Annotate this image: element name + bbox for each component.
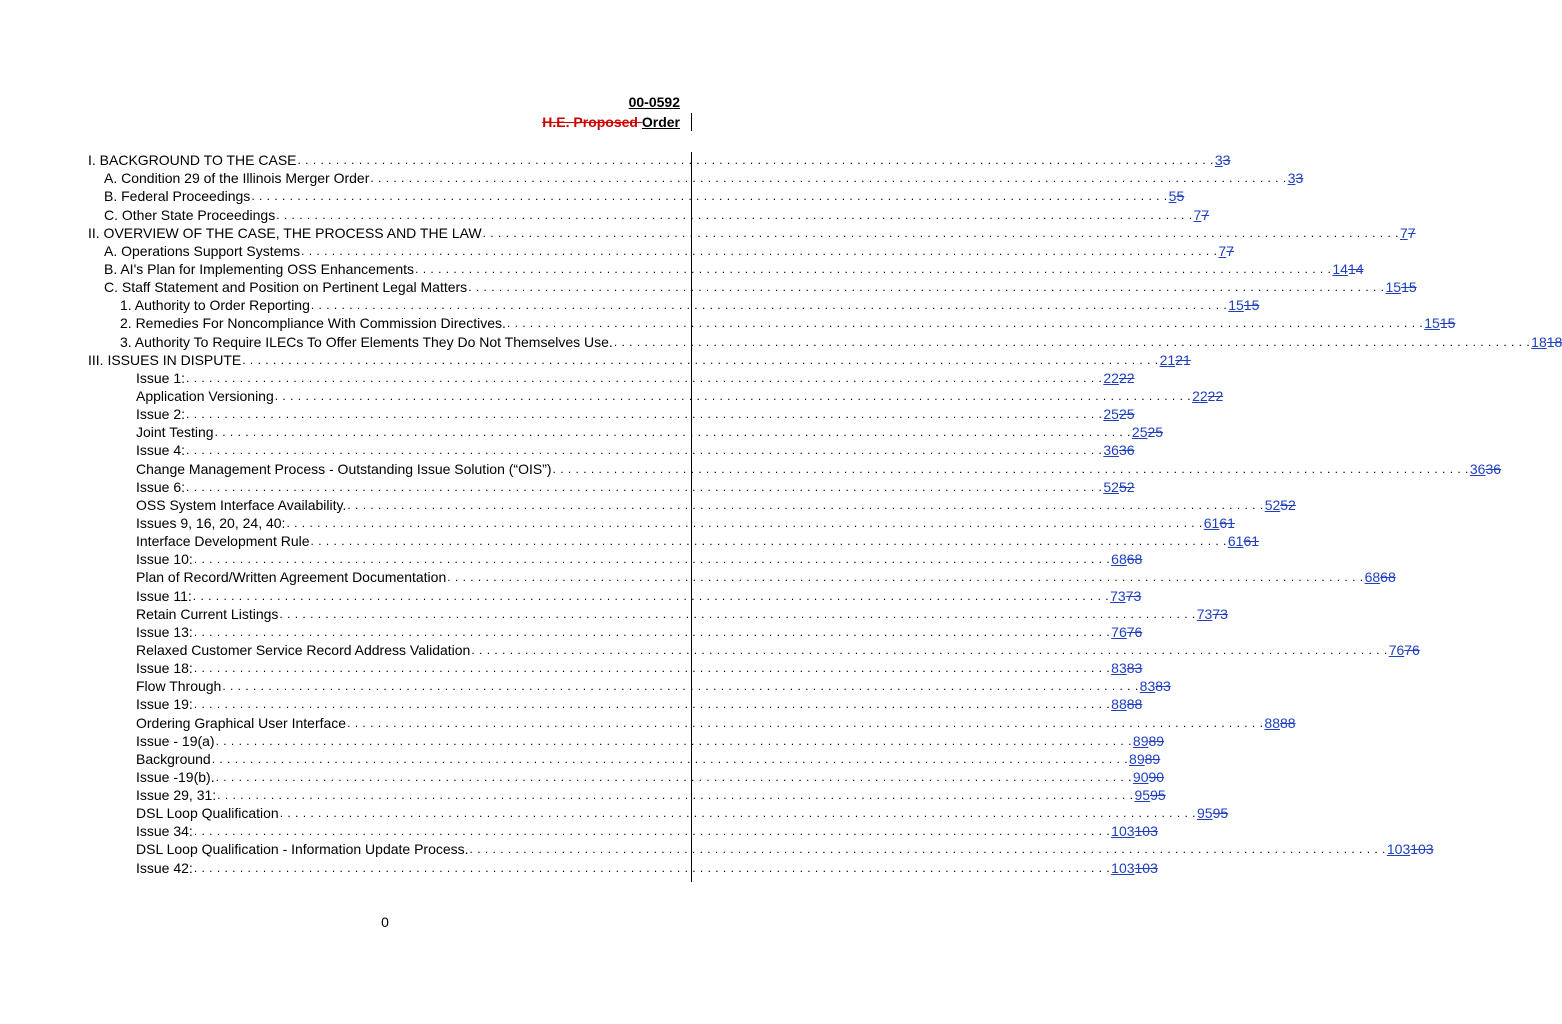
toc-page-reference[interactable] xyxy=(1215,151,1231,169)
toc-entry-title[interactable]: Issues 9, 16, 20, 24, 40: xyxy=(136,514,286,531)
dot-leader: . . . . . . . . . . . . . . . . . . . . . . . . . . . . . . . . . . . . . . . . . . . . . . . . . . . . . . . . . . . . . . . . . . . . . . . . . . . . . . . . . . . . . . . . . . . . . . . . . . . . . . . . . . . . . . . . . . . . . . . . xyxy=(193,824,1111,839)
toc-entry-title[interactable]: Interface Development Rule xyxy=(136,533,310,550)
toc-entry-title[interactable]: Issue 42: xyxy=(136,859,193,876)
toc-entry-title[interactable]: Retain Current Listings xyxy=(136,605,279,622)
toc-entry-title[interactable]: DSL Loop Qualification xyxy=(136,805,279,822)
toc-entry-title[interactable]: Plan of Record/Written Agreement Documentation xyxy=(136,569,447,586)
toc-entry[interactable] xyxy=(88,169,1304,187)
toc-entry-title[interactable]: A. Condition 29 of the Illinois Merger Order xyxy=(104,170,370,187)
dot-leader: . . . . . . . . . . . . . . . . . . . . . . . . . . . . . . . . . . . . . . . . . . . . . . . . . . . . . . . . . . . . . . . . . . . . . . . . . . . . . . . . . . . . . . . . . . . . . . . . . . . . . . . . . . . . . . . . . . . . . . . . xyxy=(186,407,1103,422)
inserted-page-number[interactable]: 36 xyxy=(1103,442,1119,459)
toc-entry[interactable] xyxy=(88,623,1143,641)
toc-entry[interactable] xyxy=(88,677,1171,695)
toc-page-reference[interactable] xyxy=(1197,804,1228,822)
toc-page-reference[interactable] xyxy=(1531,333,1562,351)
toc-entry[interactable] xyxy=(88,187,1185,205)
deleted-page-number: 14 xyxy=(1347,260,1364,277)
deleted-page-number: 76 xyxy=(1404,641,1420,658)
toc-entry[interactable] xyxy=(88,478,1135,496)
toc-entry[interactable] xyxy=(88,586,1142,604)
toc-entry-title[interactable]: Relaxed Customer Service Record Address Validation xyxy=(136,641,471,658)
deleted-page-number: 73 xyxy=(1212,605,1228,622)
dot-leader: . . . . . . . . . . . . . . . . . . . . . . . . . . . . . . . . . . . . . . . . . . . . . . . . . . . . . . . . . . . . . . . . . . . . . . . . . . . . . . . . . . . . . . . . . . . . . . . . . . . . . . . . . . . . . . . . . . . . . . . . xyxy=(370,171,1287,186)
deleted-page-number: 18 xyxy=(1546,333,1562,350)
toc-entry[interactable] xyxy=(88,332,1562,350)
toc-entry[interactable] xyxy=(88,641,1420,659)
toc-entry[interactable] xyxy=(88,514,1235,532)
toc-entry[interactable] xyxy=(88,858,1158,876)
deleted-page-number: 61 xyxy=(1243,533,1260,550)
dot-leader: . . . . . . . . . . . . . . . . . . . . . . . . . . . . . . . . . . . . . . . . . . . . . . . . . . . . . . . . . . . . . . . . . . . . . . . . . . . . . . . . . . . . . . . . . . . . . . . . . . . . . . . . . . . . . . . . . . . . . . . . xyxy=(222,679,1139,694)
deleted-page-number: 73 xyxy=(1125,587,1142,604)
toc-entry[interactable] xyxy=(88,732,1165,750)
dot-leader: . . . . . . . . . . . . . . . . . . . . . . . . . . . . . . . . . . . . . . . . . . . . . . . . . . . . . . . . . . . . . . . . . . . . . . . . . . . . . . . . . . . . . . . . . . . . . . . . . . . . . . . . . . . . . . . . . . . . . . . . xyxy=(469,842,1386,857)
dot-leader: . . . . . . . . . . . . . . . . . . . . . . . . . . . . . . . . . . . . . . . . . . . . . . . . . . . . . . . . . . . . . . . . . . . . . . . . . . . . . . . . . . . . . . . . . . . . . . . . . . . . . . . . . . . . . . . . . . . . . . . . xyxy=(310,534,1227,549)
toc-entry-title[interactable]: DSL Loop Qualification - Information Update Process. xyxy=(136,841,469,858)
toc-entry[interactable] xyxy=(88,205,1210,223)
toc-page-reference[interactable] xyxy=(1133,768,1164,786)
deleted-page-number: 68 xyxy=(1380,569,1396,586)
inserted-page-number[interactable]: 90 xyxy=(1132,768,1149,785)
toc-entry[interactable] xyxy=(88,496,1296,514)
deleted-page-number: 88 xyxy=(1280,714,1296,731)
inserted-page-number[interactable]: 68 xyxy=(1111,551,1127,568)
inserted-page-number[interactable]: 73 xyxy=(1196,605,1213,622)
toc-page-reference[interactable] xyxy=(1218,242,1234,260)
inserted-page-number[interactable]: 95 xyxy=(1134,787,1151,804)
inserted-page-number[interactable]: 52 xyxy=(1264,496,1281,513)
table-of-contents xyxy=(88,151,1562,877)
inserted-page-number[interactable]: 5 xyxy=(1168,188,1177,205)
dot-leader: . . . . . . . . . . . . . . . . . . . . . . . . . . . . . . . . . . . . . . . . . . . . . . . . . . . . . . . . . . . . . . . . . . . . . . . . . . . . . . . . . . . . . . . . . . . . . . . . . . . . . . . . . . . . . . . . . . . . . . . . xyxy=(193,661,1111,676)
inserted-page-number[interactable]: 7 xyxy=(1193,206,1202,223)
toc-entry[interactable] xyxy=(88,550,1143,568)
inserted-page-number[interactable]: 15 xyxy=(1385,279,1402,296)
toc-entry[interactable] xyxy=(88,387,1224,405)
toc-page-reference[interactable] xyxy=(1135,786,1166,804)
toc-page-reference[interactable] xyxy=(1103,405,1134,423)
deleted-page-number: 22 xyxy=(1118,369,1135,386)
inserted-page-number[interactable]: 15 xyxy=(1424,315,1440,332)
deleted-page-number: 103 xyxy=(1410,841,1434,858)
toc-page-reference[interactable] xyxy=(1133,732,1164,750)
toc-page-reference[interactable] xyxy=(1111,859,1158,877)
toc-entry-title[interactable]: Issue 4: xyxy=(136,442,186,459)
deleted-page-number: 7 xyxy=(1201,206,1210,223)
inserted-page-number[interactable]: 18 xyxy=(1531,333,1547,350)
dot-leader: . . . . . . . . . . . . . . . . . . . . . . . . . . . . . . . . . . . . . . . . . . . . . . . . . . . . . . . . . . . . . . . . . . . . . . . . . . . . . . . . . . . . . . . . . . . . . . . . . . . . . . . . . . . . . . . . . . . . . . . . xyxy=(217,788,1134,803)
dot-leader: . . . . . . . . . . . . . . . . . . . . . . . . . . . . . . . . . . . . . . . . . . . . . . . . . . . . . . . . . . . . . . . . . . . . . . . . . . . . . . . . . . . . . . . . . . . . . . . . . . . . . . . . . . . . . . . . . . . . . . . . xyxy=(192,588,1110,603)
dot-leader: . . . . . . . . . . . . . . . . . . . . . . . . . . . . . . . . . . . . . . . . . . . . . . . . . . . . . . . . . . . . . . . . . . . . . . . . . . . . . . . . . . . . . . . . . . . . . . . . . . . . . . . . . . . . . . . . . . . . . . . . xyxy=(215,733,1132,748)
dot-leader: . . . . . . . . . . . . . . . . . . . . . . . . . . . . . . . . . . . . . . . . . . . . . . . . . . . . . . . . . . . . . . . . . . . . . . . . . . . . . . . . . . . . . . . . . . . . . . . . . . . . . . . . . . . . . . . . . . . . . . . . xyxy=(301,243,1218,258)
deleted-page-number: 7 xyxy=(1226,242,1235,259)
dot-leader: . . . . . . . . . . . . . . . . . . . . . . . . . . . . . . . . . . . . . . . . . . . . . . . . . . . . . . . . . . . . . . . . . . . . . . . . . . . . . . . . . . . . . . . . . . . . . . . . . . . . . . . . . . . . . . . . . . . . . . . . xyxy=(279,806,1197,821)
dot-leader: . . . . . . . . . . . . . . . . . . . . . . . . . . . . . . . . . . . . . . . . . . . . . . . . . . . . . . . . . . . . . . . . . . . . . . . . . . . . . . . . . . . . . . . . . . . . . . . . . . . . . . . . . . . . . . . . . . . . . . . . xyxy=(211,751,1129,766)
toc-entry-title[interactable]: Ordering Graphical User Interface xyxy=(136,714,347,731)
toc-page-reference[interactable] xyxy=(1228,532,1259,550)
toc-page-reference[interactable] xyxy=(1228,296,1259,314)
toc-entry-title[interactable]: Issue 19: xyxy=(136,696,193,713)
toc-entry-title[interactable]: C. Staff Statement and Position on Pertinent Legal Matters xyxy=(104,279,468,296)
inserted-page-number[interactable]: 103 xyxy=(1111,859,1135,876)
toc-entry[interactable] xyxy=(88,224,1416,242)
toc-page-reference[interactable] xyxy=(1332,260,1363,278)
toc-page-reference[interactable] xyxy=(1160,351,1191,369)
inserted-page-number[interactable]: 103 xyxy=(1111,823,1135,840)
toc-entry-title[interactable]: Application Versioning xyxy=(136,387,274,404)
deleted-page-number: 3 xyxy=(1222,152,1231,169)
deleted-page-number: 95 xyxy=(1150,787,1166,804)
toc-entry-title[interactable]: Issue 2: xyxy=(136,406,186,423)
inserted-page-number[interactable]: 7 xyxy=(1399,224,1408,241)
deleted-page-number: 22 xyxy=(1207,387,1224,404)
dot-leader: . . . . . . . . . . . . . . . . . . . . . . . . . . . . . . . . . . . . . . . . . . . . . . . . . . . . . . . . . . . . . . . . . . . . . . . . . . . . . . . . . . . . . . . . . . . . . . . . . . . . . . . . . . . . . . . . . . . . . . . . xyxy=(274,388,1192,403)
toc-entry[interactable] xyxy=(88,296,1260,314)
dot-leader: . . . . . . . . . . . . . . . . . . . . . . . . . . . . . . . . . . . . . . . . . . . . . . . . . . . . . . . . . . . . . . . . . . . . . . . . . . . . . . . . . . . . . . . . . . . . . . . . . . . . . . . . . . . . . . . . . . . . . . . . xyxy=(447,570,1364,585)
toc-page-reference[interactable] xyxy=(1103,369,1134,387)
toc-entry-title[interactable]: B. Federal Proceedings xyxy=(104,188,251,205)
inserted-page-number[interactable]: 88 xyxy=(1111,696,1127,713)
toc-page-reference[interactable] xyxy=(1103,441,1134,459)
inserted-page-number[interactable]: 52 xyxy=(1103,478,1119,495)
toc-entry-title[interactable]: Issue 13: xyxy=(136,623,193,640)
inserted-page-number[interactable]: 7 xyxy=(1218,242,1227,259)
document-number: 00-0592 xyxy=(628,94,680,110)
deleted-page-number: 90 xyxy=(1148,768,1165,785)
inserted-page-number[interactable]: 103 xyxy=(1386,841,1411,858)
toc-page-reference[interactable] xyxy=(1111,659,1142,677)
toc-entry-title[interactable]: III. ISSUES IN DISPUTE xyxy=(88,351,242,368)
inserted-page-number[interactable]: 61 xyxy=(1203,514,1220,531)
toc-entry[interactable] xyxy=(88,786,1166,804)
toc-page-reference[interactable] xyxy=(1288,169,1304,187)
deleted-page-number: 25 xyxy=(1118,406,1135,423)
inserted-page-number[interactable]: 36 xyxy=(1469,460,1486,477)
inserted-page-number[interactable]: 21 xyxy=(1159,351,1176,368)
toc-page-reference[interactable] xyxy=(1169,187,1185,205)
dot-leader: . . . . . . . . . . . . . . . . . . . . . . . . . . . . . . . . . . . . . . . . . . . . . . . . . . . . . . . . . . . . . . . . . . . . . . . . . . . . . . . . . . . . . . . . . . . . . . . . . . . . . . . . . . . . . . . . . . . . . . . . xyxy=(613,334,1531,349)
toc-entry-title[interactable]: Issue 10: xyxy=(136,551,193,568)
inserted-page-number[interactable]: 88 xyxy=(1264,714,1280,731)
toc-page-reference[interactable] xyxy=(1111,623,1142,641)
inserted-page-number[interactable]: 3 xyxy=(1287,170,1296,187)
toc-entry-title[interactable]: Issue 34: xyxy=(136,823,193,840)
toc-entry[interactable] xyxy=(88,423,1164,441)
inserted-page-number[interactable]: 14 xyxy=(1332,260,1348,277)
deleted-page-number: 5 xyxy=(1176,188,1185,205)
deleted-page-number: 3 xyxy=(1295,170,1304,187)
dot-leader: . . . . . . . . . . . . . . . . . . . . . . . . . . . . . . . . . . . . . . . . . . . . . . . . . . . . . . . . . . . . . . . . . . . . . . . . . . . . . . . . . . . . . . . . . . . . . . . . . . . . . . . . . . . . . . . . . . . . . . . . xyxy=(186,443,1103,458)
toc-entry-title[interactable]: Issue 6: xyxy=(136,478,186,495)
inserted-page-number[interactable]: 89 xyxy=(1132,732,1149,749)
toc-page-reference[interactable] xyxy=(1424,314,1455,332)
deleted-page-number: 21 xyxy=(1175,351,1191,368)
dot-leader: . . . . . . . . . . . . . . . . . . . . . . . . . . . . . . . . . . . . . . . . . . . . . . . . . . . . . . . . . . . . . . . . . . . . . . . . . . . . . . . . . . . . . . . . . . . . . . . . . . . . . . . . . . . . . . . . . . . . . . . . xyxy=(186,370,1103,385)
dot-leader: . . . . . . . . . . . . . . . . . . . . . . . . . . . . . . . . . . . . . . . . . . . . . . . . . . . . . . . . . . . . . . . . . . . . . . . . . . . . . . . . . . . . . . . . . . . . . . . . . . . . . . . . . . . . . . . . . . . . . . . . xyxy=(552,461,1469,476)
toc-page-reference[interactable] xyxy=(1400,224,1416,242)
dot-leader: . . . . . . . . . . . . . . . . . . . . . . . . . . . . . . . . . . . . . . . . . . . . . . . . . . . . . . . . . . . . . . . . . . . . . . . . . . . . . . . . . . . . . . . . . . . . . . . . . . . . . . . . . . . . . . . . . . . . . . . . xyxy=(193,552,1111,567)
inserted-page-number[interactable]: 89 xyxy=(1129,750,1145,767)
toc-page-reference[interactable] xyxy=(1129,750,1160,768)
toc-entry[interactable] xyxy=(88,369,1135,387)
inserted-page-number[interactable]: 25 xyxy=(1131,424,1148,441)
inserted-page-number[interactable]: 61 xyxy=(1227,533,1244,550)
toc-entry-title[interactable]: Issue - 19(a) xyxy=(136,732,215,749)
toc-page-reference[interactable] xyxy=(1386,278,1417,296)
toc-page-reference[interactable] xyxy=(1192,387,1223,405)
dot-leader: . . . . . . . . . . . . . . . . . . . . . . . . . . . . . . . . . . . . . . . . . . . . . . . . . . . . . . . . . . . . . . . . . . . . . . . . . . . . . . . . . . . . . . . . . . . . . . . . . . . . . . . . . . . . . . . . . . . . . . . . xyxy=(310,298,1228,313)
toc-entry-title[interactable]: B. AI's Plan for Implementing OSS Enhancements xyxy=(104,260,415,277)
toc-entry-title[interactable]: Issue 29, 31: xyxy=(136,787,217,804)
dot-leader: . . . . . . . . . . . . . . . . . . . . . . . . . . . . . . . . . . . . . . . . . . . . . . . . . . . . . . . . . . . . . . . . . . . . . . . . . . . . . . . . . . . . . . . . . . . . . . . . . . . . . . . . . . . . . . . . . . . . . . . . xyxy=(186,479,1103,494)
toc-entry[interactable] xyxy=(88,804,1229,822)
dot-leader: . . . . . . . . . . . . . . . . . . . . . . . . . . . . . . . . . . . . . . . . . . . . . . . . . . . . . . . . . . . . . . . . . . . . . . . . . . . . . . . . . . . . . . . . . . . . . . . . . . . . . . . . . . . . . . . . . . . . . . . . xyxy=(251,189,1168,204)
deleted-page-number: 15 xyxy=(1439,315,1456,332)
dot-leader: . . . . . . . . . . . . . . . . . . . . . . . . . . . . . . . . . . . . . . . . . . . . . . . . . . . . . . . . . . . . . . . . . . . . . . . . . . . . . . . . . . . . . . . . . . . . . . . . . . . . . . . . . . . . . . . . . . . . . . . . xyxy=(482,225,1399,240)
deleted-title-text: H.E. Proposed xyxy=(542,114,642,130)
dot-leader: . . . . . . . . . . . . . . . . . . . . . . . . . . . . . . . . . . . . . . . . . . . . . . . . . . . . . . . . . . . . . . . . . . . . . . . . . . . . . . . . . . . . . . . . . . . . . . . . . . . . . . . . . . . . . . . . . . . . . . . . xyxy=(286,515,1203,530)
toc-page-reference[interactable] xyxy=(1197,605,1228,623)
deleted-page-number: 36 xyxy=(1118,442,1135,459)
toc-entry[interactable] xyxy=(88,768,1165,786)
toc-entry-title[interactable]: OSS System Interface Availability. xyxy=(136,496,347,513)
inserted-page-number[interactable]: 83 xyxy=(1111,660,1127,677)
deleted-page-number: 52 xyxy=(1280,496,1296,513)
toc-page-reference[interactable] xyxy=(1389,641,1420,659)
toc-entry[interactable] xyxy=(88,605,1228,623)
toc-entry-title[interactable]: Issue 11: xyxy=(136,587,192,604)
inserted-page-number[interactable]: 68 xyxy=(1364,569,1381,586)
toc-entry[interactable] xyxy=(88,532,1260,550)
deleted-page-number: 25 xyxy=(1147,424,1164,441)
toc-page-reference[interactable] xyxy=(1132,423,1163,441)
deleted-page-number: 88 xyxy=(1126,696,1143,713)
toc-entry-title[interactable]: Joint Testing xyxy=(136,424,214,441)
page-number: 0 xyxy=(381,914,389,930)
dot-leader: . . . . . . . . . . . . . . . . . . . . . . . . . . . . . . . . . . . . . . . . . . . . . . . . . . . . . . . . . . . . . . . . . . . . . . . . . . . . . . . . . . . . . . . . . . . . . . . . . . . . . . . . . . . . . . . . . . . . . . . . xyxy=(193,860,1111,875)
toc-page-reference[interactable] xyxy=(1111,550,1142,568)
inserted-page-number[interactable]: 22 xyxy=(1192,387,1208,404)
dot-leader: . . . . . . . . . . . . . . . . . . . . . . . . . . . . . . . . . . . . . . . . . . . . . . . . . . . . . . . . . . . . . . . . . . . . . . . . . . . . . . . . . . . . . . . . . . . . . . . . . . . . . . . . . . . . . . . . . . . . . . . . xyxy=(347,497,1264,512)
deleted-page-number: 89 xyxy=(1148,732,1165,749)
dot-leader: . . . . . . . . . . . . . . . . . . . . . . . . . . . . . . . . . . . . . . . . . . . . . . . . . . . . . . . . . . . . . . . . . . . . . . . . . . . . . . . . . . . . . . . . . . . . . . . . . . . . . . . . . . . . . . . . . . . . . . . . xyxy=(276,207,1193,222)
dot-leader: . . . . . . . . . . . . . . . . . . . . . . . . . . . . . . . . . . . . . . . . . . . . . . . . . . . . . . . . . . . . . . . . . . . . . . . . . . . . . . . . . . . . . . . . . . . . . . . . . . . . . . . . . . . . . . . . . . . . . . . . xyxy=(297,153,1214,168)
deleted-page-number: 103 xyxy=(1134,859,1158,876)
inserted-page-number[interactable]: 83 xyxy=(1139,678,1156,695)
toc-page-reference[interactable] xyxy=(1264,714,1295,732)
inserted-page-number[interactable]: 22 xyxy=(1103,369,1119,386)
toc-entry[interactable] xyxy=(88,441,1135,459)
deleted-page-number: 76 xyxy=(1126,623,1143,640)
document-title xyxy=(542,114,680,130)
inserted-page-number[interactable]: 95 xyxy=(1197,805,1213,822)
deleted-page-number: 52 xyxy=(1118,478,1135,495)
inserted-page-number[interactable]: 73 xyxy=(1110,587,1126,604)
deleted-page-number: 83 xyxy=(1155,678,1171,695)
dot-leader: . . . . . . . . . . . . . . . . . . . . . . . . . . . . . . . . . . . . . . . . . . . . . . . . . . . . . . . . . . . . . . . . . . . . . . . . . . . . . . . . . . . . . . . . . . . . . . . . . . . . . . . . . . . . . . . . . . . . . . . . xyxy=(468,280,1385,295)
toc-page-reference[interactable] xyxy=(1470,460,1501,478)
toc-entry-title[interactable]: Issue -19(b). xyxy=(136,768,215,785)
toc-page-reference[interactable] xyxy=(1140,677,1171,695)
inserted-page-number[interactable]: 25 xyxy=(1103,406,1119,423)
toc-entry-title[interactable]: 3. Authority To Require ILECs To Offer Elements They Do Not Themselves Use. xyxy=(120,333,613,350)
deleted-page-number: 61 xyxy=(1219,514,1235,531)
toc-page-reference[interactable] xyxy=(1365,568,1396,586)
inserted-page-number[interactable]: 76 xyxy=(1388,641,1405,658)
dot-leader: . . . . . . . . . . . . . . . . . . . . . . . . . . . . . . . . . . . . . . . . . . . . . . . . . . . . . . . . . . . . . . . . . . . . . . . . . . . . . . . . . . . . . . . . . . . . . . . . . . . . . . . . . . . . . . . . . . . . . . . . xyxy=(471,642,1388,657)
deleted-page-number: 95 xyxy=(1212,805,1229,822)
toc-page-reference[interactable] xyxy=(1204,514,1235,532)
toc-entry-title[interactable]: Change Management Process - Outstanding Issue Solution (“OIS”) xyxy=(136,460,552,477)
toc-page-reference[interactable] xyxy=(1111,695,1142,713)
toc-entry[interactable] xyxy=(88,713,1296,731)
dot-leader: . . . . . . . . . . . . . . . . . . . . . . . . . . . . . . . . . . . . . . . . . . . . . . . . . . . . . . . . . . . . . . . . . . . . . . . . . . . . . . . . . . . . . . . . . . . . . . . . . . . . . . . . . . . . . . . . . . . . . . . . xyxy=(415,261,1332,276)
deleted-page-number: 15 xyxy=(1243,297,1260,314)
deleted-page-number: 89 xyxy=(1144,750,1161,767)
deleted-page-number: 103 xyxy=(1134,823,1158,840)
toc-entry[interactable] xyxy=(88,822,1158,840)
toc-entry-title[interactable]: A. Operations Support Systems xyxy=(104,242,301,259)
inserted-page-number[interactable]: 3 xyxy=(1214,152,1223,169)
dot-leader: . . . . . . . . . . . . . . . . . . . . . . . . . . . . . . . . . . . . . . . . . . . . . . . . . . . . . . . . . . . . . . . . . . . . . . . . . . . . . . . . . . . . . . . . . . . . . . . . . . . . . . . . . . . . . . . . . . . . . . . . xyxy=(214,425,1131,440)
toc-page-reference[interactable] xyxy=(1103,478,1134,496)
dot-leader: . . . . . . . . . . . . . . . . . . . . . . . . . . . . . . . . . . . . . . . . . . . . . . . . . . . . . . . . . . . . . . . . . . . . . . . . . . . . . . . . . . . . . . . . . . . . . . . . . . . . . . . . . . . . . . . . . . . . . . . . xyxy=(506,316,1424,331)
deleted-page-number: 36 xyxy=(1485,460,1502,477)
toc-entry[interactable] xyxy=(88,242,1235,260)
toc-entry[interactable] xyxy=(88,314,1456,332)
toc-entry-title[interactable]: Background xyxy=(136,750,211,767)
dot-leader: . . . . . . . . . . . . . . . . . . . . . . . . . . . . . . . . . . . . . . . . . . . . . . . . . . . . . . . . . . . . . . . . . . . . . . . . . . . . . . . . . . . . . . . . . . . . . . . . . . . . . . . . . . . . . . . . . . . . . . . . xyxy=(193,624,1111,639)
toc-page-reference[interactable] xyxy=(1194,206,1210,224)
toc-entry-title[interactable]: II. OVERVIEW OF THE CASE, THE PROCESS AND THE LAW xyxy=(88,224,482,241)
toc-entry-title[interactable]: C. Other State Proceedings xyxy=(104,206,276,223)
toc-entry[interactable] xyxy=(88,750,1161,768)
dot-leader: . . . . . . . . . . . . . . . . . . . . . . . . . . . . . . . . . . . . . . . . . . . . . . . . . . . . . . . . . . . . . . . . . . . . . . . . . . . . . . . . . . . . . . . . . . . . . . . . . . . . . . . . . . . . . . . . . . . . . . . . xyxy=(193,697,1111,712)
toc-entry[interactable] xyxy=(88,278,1417,296)
toc-entry[interactable] xyxy=(88,405,1135,423)
toc-entry-title[interactable]: 2. Remedies For Noncompliance With Commission Directives. xyxy=(120,315,506,332)
toc-page-reference[interactable] xyxy=(1111,822,1158,840)
toc-entry-title[interactable]: Flow Through xyxy=(136,678,222,695)
toc-entry-title[interactable]: I. BACKGROUND TO THE CASE xyxy=(88,152,297,169)
toc-page-reference[interactable] xyxy=(1387,840,1434,858)
toc-entry[interactable] xyxy=(88,351,1191,369)
deleted-page-number: 7 xyxy=(1407,224,1416,241)
toc-entry[interactable] xyxy=(88,695,1143,713)
toc-entry-title[interactable]: Issue 1: xyxy=(136,369,186,386)
toc-page-reference[interactable] xyxy=(1110,587,1141,605)
deleted-page-number: 68 xyxy=(1126,551,1143,568)
dot-leader: . . . . . . . . . . . . . . . . . . . . . . . . . . . . . . . . . . . . . . . . . . . . . . . . . . . . . . . . . . . . . . . . . . . . . . . . . . . . . . . . . . . . . . . . . . . . . . . . . . . . . . . . . . . . . . . . . . . . . . . . xyxy=(215,769,1132,784)
inserted-title-text: Order xyxy=(641,114,680,130)
toc-entry[interactable] xyxy=(88,151,1231,169)
inserted-page-number[interactable]: 76 xyxy=(1111,623,1127,640)
toc-entry[interactable] xyxy=(88,659,1143,677)
toc-entry[interactable] xyxy=(88,568,1396,586)
toc-entry[interactable] xyxy=(88,840,1434,858)
deleted-page-number: 15 xyxy=(1401,279,1417,296)
toc-entry-title[interactable]: Issue 18: xyxy=(136,660,193,677)
dot-leader: . . . . . . . . . . . . . . . . . . . . . . . . . . . . . . . . . . . . . . . . . . . . . . . . . . . . . . . . . . . . . . . . . . . . . . . . . . . . . . . . . . . . . . . . . . . . . . . . . . . . . . . . . . . . . . . . . . . . . . . . xyxy=(279,606,1196,621)
dot-leader: . . . . . . . . . . . . . . . . . . . . . . . . . . . . . . . . . . . . . . . . . . . . . . . . . . . . . . . . . . . . . . . . . . . . . . . . . . . . . . . . . . . . . . . . . . . . . . . . . . . . . . . . . . . . . . . . . . . . . . . . xyxy=(347,715,1264,730)
toc-entry-title[interactable]: 1. Authority to Order Reporting xyxy=(120,297,310,314)
toc-entry[interactable] xyxy=(88,260,1364,278)
toc-entry[interactable] xyxy=(88,459,1502,477)
dot-leader: . . . . . . . . . . . . . . . . . . . . . . . . . . . . . . . . . . . . . . . . . . . . . . . . . . . . . . . . . . . . . . . . . . . . . . . . . . . . . . . . . . . . . . . . . . . . . . . . . . . . . . . . . . . . . . . . . . . . . . . . xyxy=(242,352,1159,367)
toc-page-reference[interactable] xyxy=(1265,496,1296,514)
inserted-page-number[interactable]: 15 xyxy=(1228,297,1244,314)
revision-change-bar xyxy=(691,113,692,131)
deleted-page-number: 83 xyxy=(1126,660,1143,677)
